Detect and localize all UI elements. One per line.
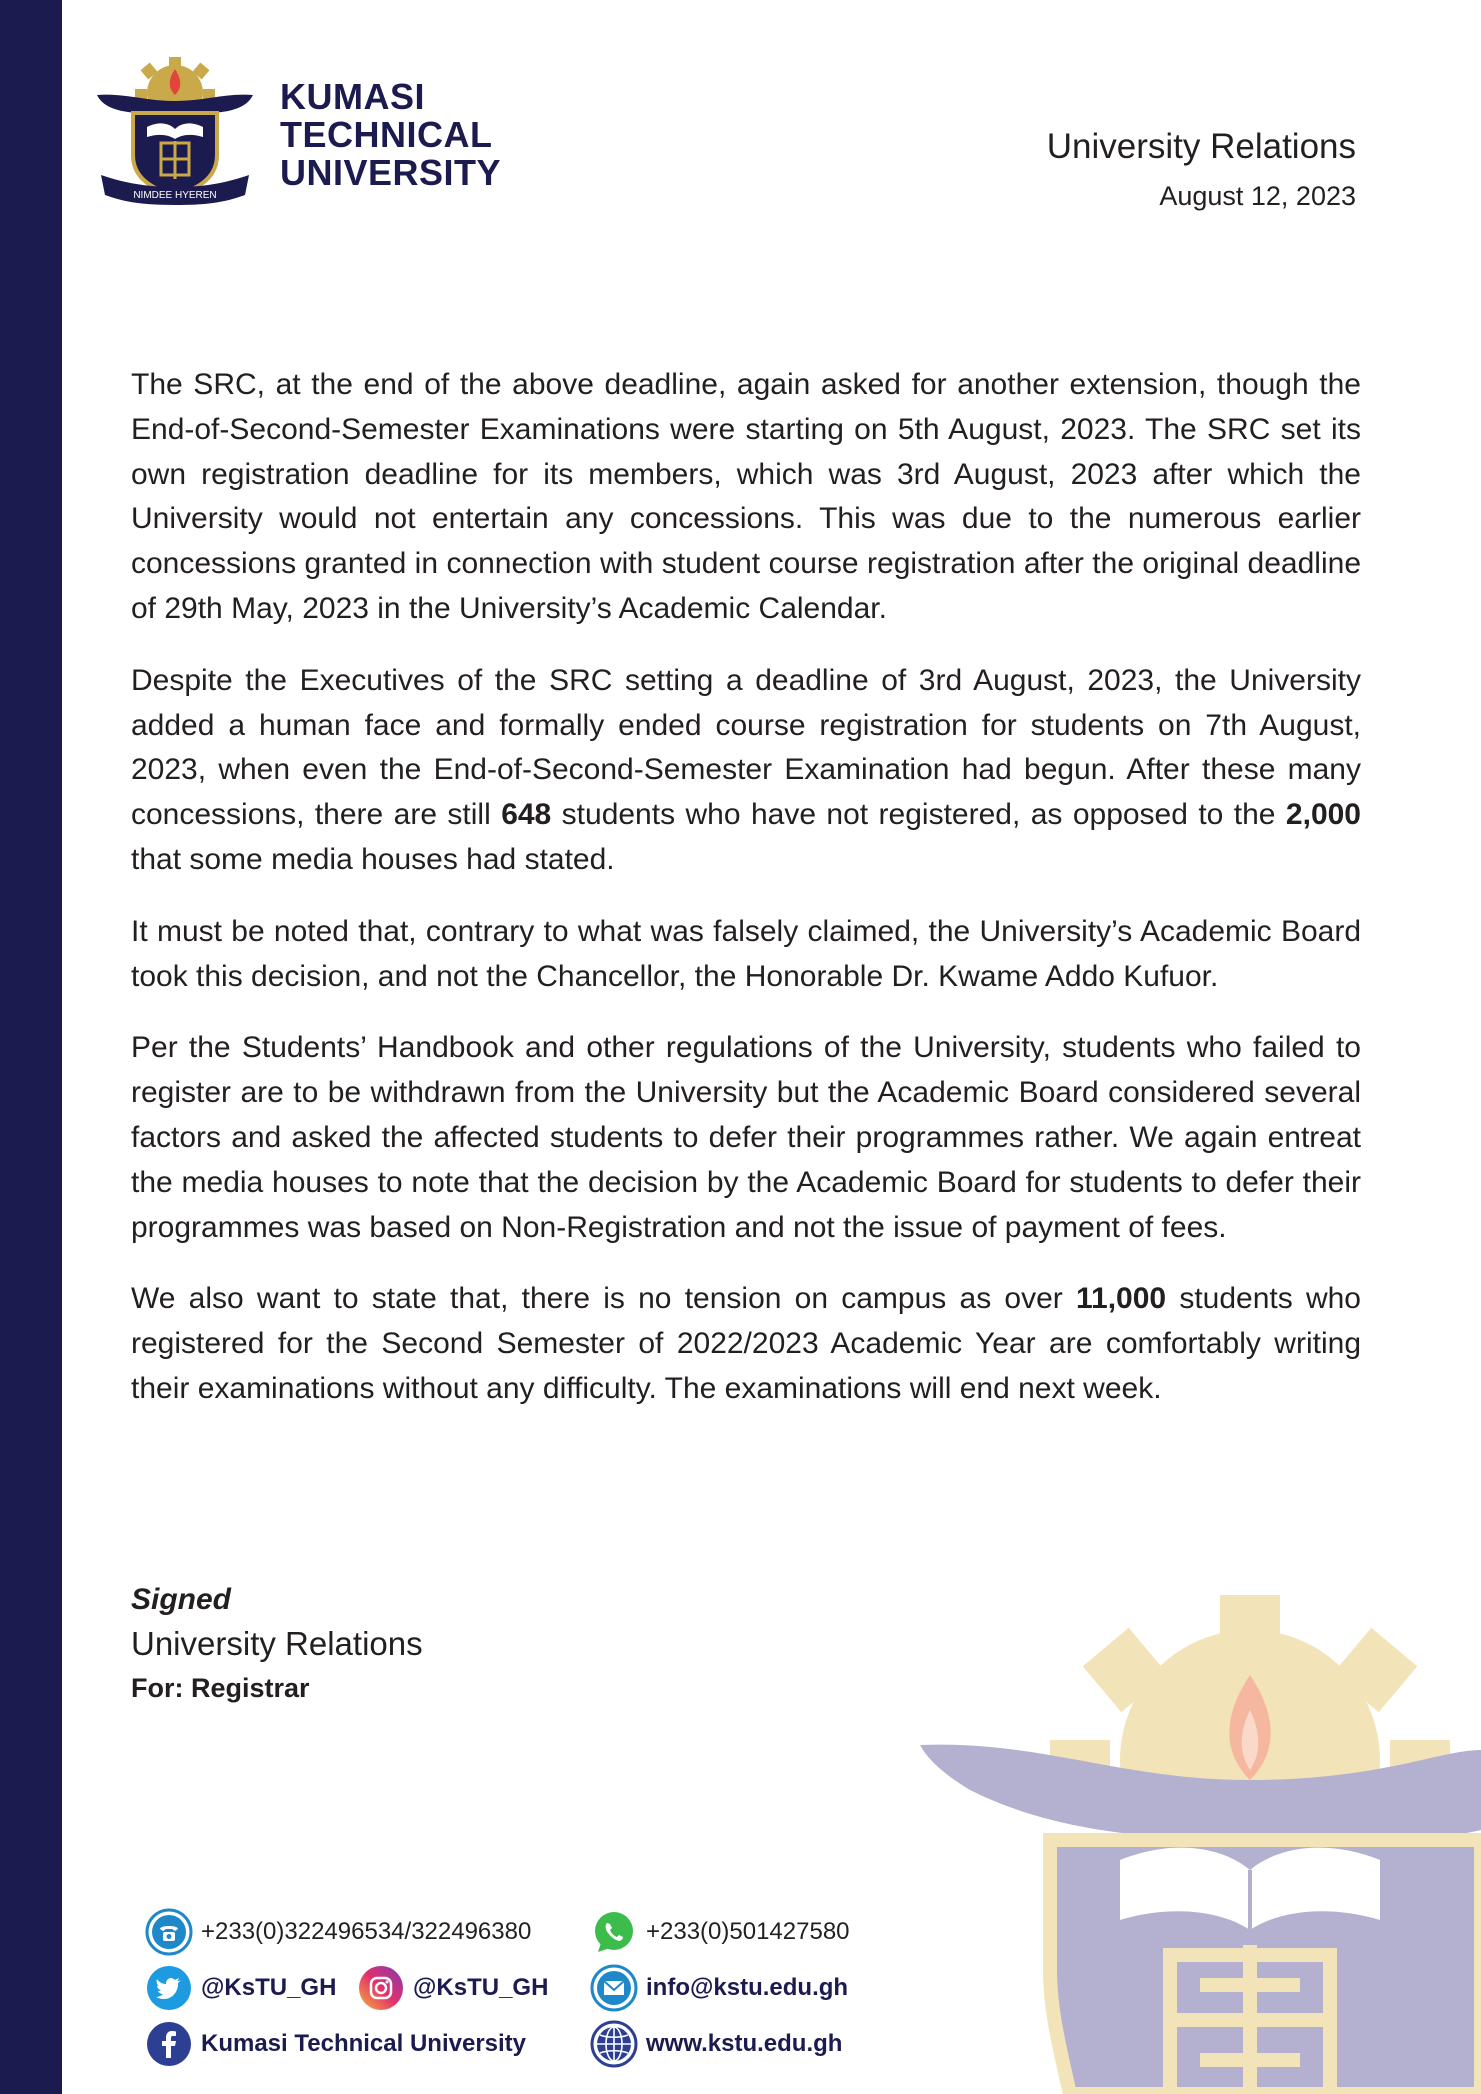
letter-header: [1047, 125, 1356, 212]
contact-footer: [145, 1908, 905, 2078]
contact-email[interactable]: [590, 1964, 848, 2012]
paragraph-1: The SRC, at the end of the above deadline, again asked for another extension, though the End-of-Second-Semester Examinations were starting on 5th August, 2023. The SRC set its own registration deadline for its members, which was 3rd August, 2023 after which the University would not entertain any concessions. This was due to the numerous earlier concessions granted in connection with student course registration after the original deadline of 29th May, 2023 in the University’s Academic Calendar.: [131, 368, 1361, 625]
instagram-handle[interactable]: @KsTU_GH: [413, 1974, 549, 2001]
paragraph-5: [131, 1277, 1361, 1411]
paragraph-2-text-c: that some media houses had stated.: [131, 842, 615, 876]
letter-body: [131, 363, 1361, 1439]
header-date: August 12, 2023: [1159, 181, 1356, 211]
university-name-line-3: UNIVERSITY: [280, 152, 502, 193]
contact-twitter[interactable]: [145, 1964, 336, 2012]
university-name: [280, 78, 501, 192]
facebook-page[interactable]: Kumasi Technical University: [201, 2030, 527, 2057]
watermark-crest-icon: [920, 1590, 1481, 2094]
telephone-icon: [145, 1908, 193, 1956]
facebook-icon: [145, 2020, 193, 2068]
side-bar: [0, 0, 62, 2094]
media-claimed-count: 2,000: [1285, 798, 1361, 832]
whatsapp-number: +233(0)501427580: [646, 1918, 850, 1945]
university-name-line-1: KUMASI: [280, 76, 425, 117]
header-office: University Relations: [1046, 127, 1356, 166]
paragraph-2: [131, 659, 1361, 883]
paragraph-5-text-a: We also want to state that, there is no tension on campus as over: [131, 1282, 1076, 1316]
paragraph-3: It must be noted that, contrary to what was falsely claimed, the University’s Academic Board took this decision, and not the Chancellor, the Honorable Dr. Kwame Addo Kufuor.: [131, 914, 1361, 993]
twitter-handle[interactable]: @KsTU_GH: [201, 1974, 337, 2001]
globe-icon: [590, 2020, 638, 2068]
paragraph-4: Per the Students’ Handbook and other regulations of the University, students who failed to register are to be withdrawn from the University but the Academic Board considered several factors and asked the affected students to defer their programmes rather. We again entreat the media houses to note that the decision by the Academic Board for students to defer their programmes was based on Non-Registration and not the issue of payment of fees.: [131, 1031, 1361, 1244]
website-url[interactable]: www.kstu.edu.gh: [646, 2030, 843, 2057]
phone-number: +233(0)322496534/322496380: [201, 1918, 532, 1945]
instagram-icon: [357, 1964, 405, 2012]
email-icon: [590, 1964, 638, 2012]
paragraph-5-text-b: students who registered for the Second Semester of 2022/2023 Academic Year are comfortably writing their examinations without any difficulty. The examinations will end next week.: [131, 1282, 1361, 1405]
contact-facebook[interactable]: [145, 2020, 526, 2068]
twitter-icon: [145, 1964, 193, 2012]
paragraph-2-text-a: Despite the Executives of the SRC setting a deadline of 3rd August, 2023, the University added a human face and formally ended course registration for students on 7th August, 2023, when even the End-of-Second-Semester Examination had begun. After these many concessions, there are still: [131, 663, 1361, 832]
signature-office: University Relations: [131, 1625, 423, 1662]
contact-phone: [145, 1908, 531, 1956]
university-name-line-2: TECHNICAL: [280, 114, 493, 155]
signed-label: Signed: [131, 1583, 232, 1616]
unregistered-count: 648: [501, 798, 552, 832]
email-address[interactable]: info@kstu.edu.gh: [646, 1974, 849, 2001]
signature-block: [131, 1578, 423, 1710]
crest-motto: NIMDEE HYEREN: [133, 190, 217, 201]
university-crest-icon: [95, 55, 255, 205]
contact-website[interactable]: [590, 2020, 842, 2068]
paragraph-2-text-b: students who have not registered, as opposed to the: [551, 798, 1286, 832]
contact-whatsapp: [590, 1908, 850, 1956]
signature-for: For: Registrar: [131, 1673, 310, 1703]
contact-instagram[interactable]: [357, 1964, 548, 2012]
whatsapp-icon: [590, 1908, 638, 1956]
registered-count: 11,000: [1076, 1282, 1167, 1316]
